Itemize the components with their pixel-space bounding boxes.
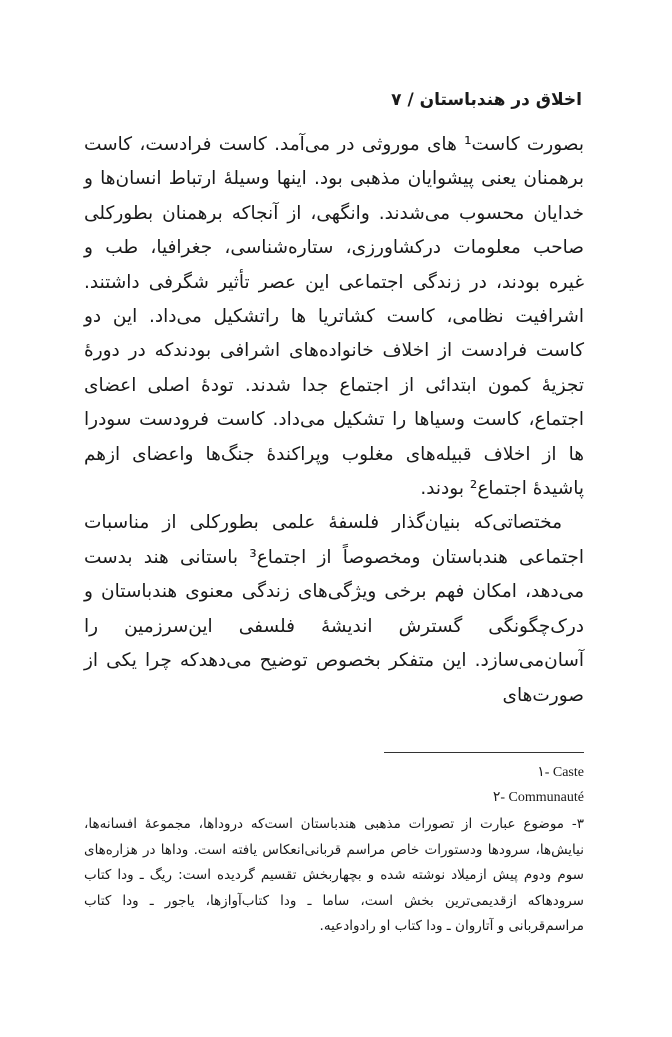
footnote-1: ۱- Caste [537,765,584,780]
running-head: اخلاق در هندباستان / ۷ [391,90,582,110]
main-text [84,128,584,713]
footnote-divider [384,752,584,753]
footnote-2: ۲- Communauté [492,790,584,805]
footnote-3 [84,812,584,940]
paragraph-1: بصورت کاست¹ های موروثی در می‌آمد. کاست فرادست، کاست برهمنان یعنی پیشوایان مذهبی بود. اینها وسیلهٔ ارتباط انسان‌ها و خدایان محسوب می‌شدند. وانگهی، از آنجاکه برهمنان بطورکلی صاحب معلومات درکشاورزی، ستاره‌شناسی، جغرافیا، طب و غیره بودند، در زندگی اجتماعی این عصر تأثیر شگرفی داشتند. اشرافیت نظامی، کاست کشاتریا ها راتشکیل می‌داد. این دو کاست فرادست از اخلاف خانواده‌های اشرافی بودندکه در دورهٔ تجزیهٔ کمون ابتدائی از اجتماع جدا شدند. تودهٔ اصلی اعضای اجتماع، کاست وسیاها را تشکیل می‌داد. کاست فرودست سودرا ها از اخلاف قبیله‌های مغلوب وپراکندهٔ جنگ‌ها واعضای ازهم پاشیدهٔ اجتماع² بودند. [84,134,584,500]
footnote-3-text: ۳- موضوع عبارت از تصورات مذهبی هندباستان است‌که درو‌داها، مجموعهٔ افسانه‌ها، نیایش‌ها، سرودها ودستورات خاص مراسم قربانی‌انعکاس یافته است. وداها در هزاره‌های سوم ودوم پیش ازمیلاد نوشته شده و بچهاربخش تقسیم گردیده است: ریگ ـ ودا کتاب سرودهاکه ازقدیمی‌ترین بخش است، ساما ـ ودا کتاب‌آوازها، یاجور ـ ودا کتاب مراسم‌قربانی و آتاروان ـ ودا کتاب او رادوادعیه. [84,816,584,935]
paragraph-2: مختصاتی‌که بنیان‌گذار فلسفهٔ علمی بطورکلی از مناسبات اجتماعی هندباستان ومخصوصاً از اجتماع³ باستانی هند بدست می‌دهد، امکان فهم برخی ویژگی‌های زندگی معنوی هندباستان و درک‌چگونگی گسترش اندیشهٔ فلسفی این‌سرزمین را آسان‌می‌سازد. این متفکر بخصوص توضیح می‌دهدکه چرا یکی از صورت‌های [84,512,584,706]
